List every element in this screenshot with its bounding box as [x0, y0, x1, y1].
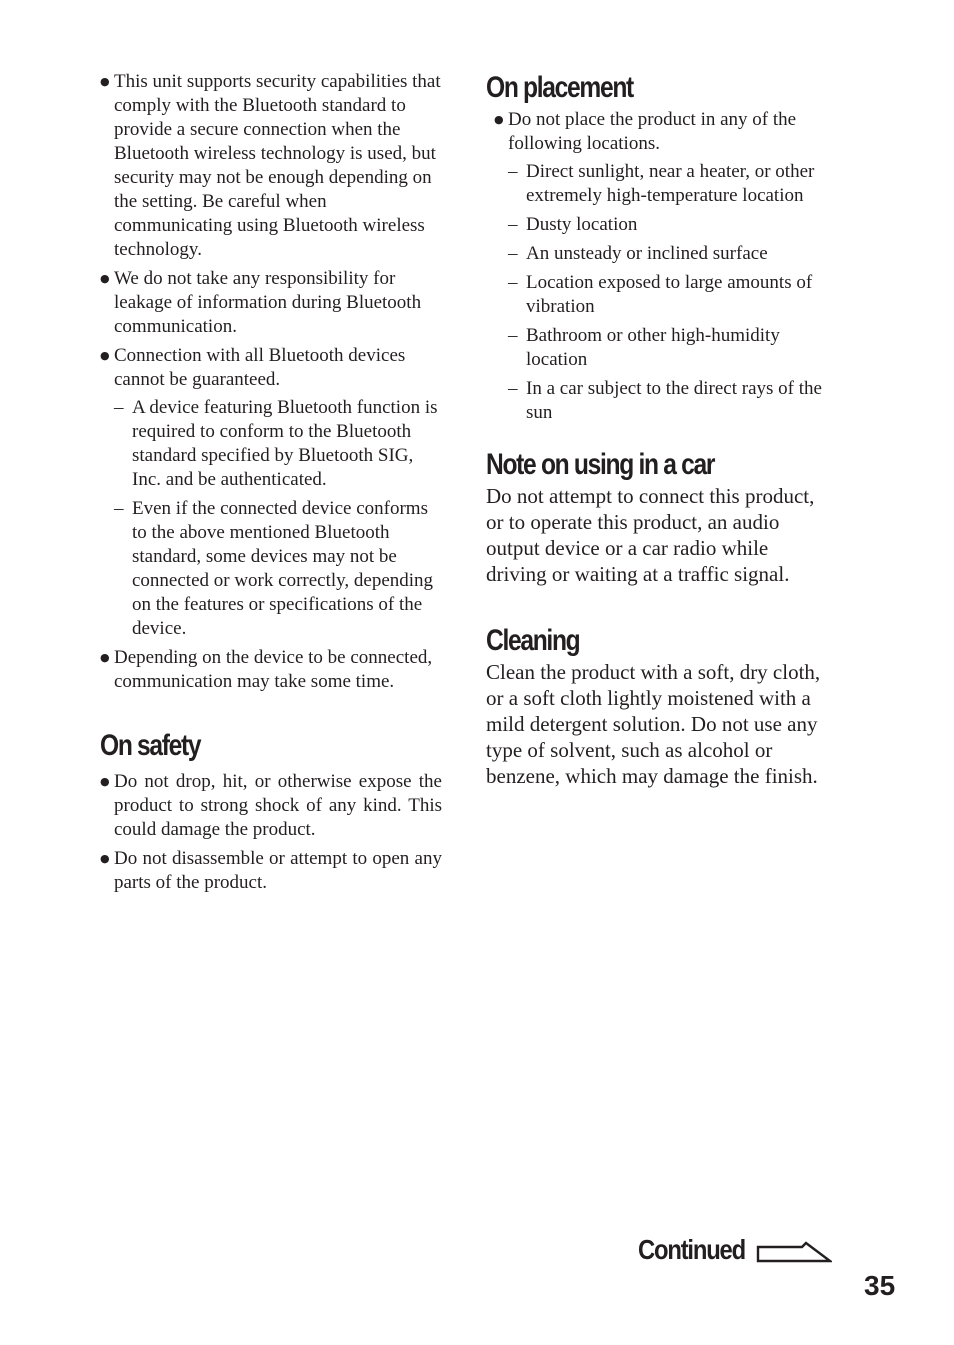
right-column [486, 70, 834, 789]
bullet-text: This unit supports security capabilities that comply with the Bluetooth standard to provide a secure connection when the Bluetooth wireless technology is used, but security may not be enough depending on the setting. Be careful when communicating using Bluetooth wireless technology. [114, 71, 441, 260]
section-title-on-safety: On safety [100, 729, 201, 762]
bullet-text: We do not take any responsibility for leakage of information during Bluetooth communication. [114, 268, 422, 337]
list-item [100, 770, 442, 842]
continued-label: Continued [638, 1234, 745, 1265]
continued-indicator [638, 1232, 832, 1268]
placement-bullet-list [494, 108, 834, 425]
list-item [494, 108, 834, 425]
bullet-text: Do not disassemble or attempt to open any parts of the product. [114, 848, 442, 893]
sub-list-item [508, 271, 834, 319]
list-item [100, 267, 442, 339]
sub-item-text: Location exposed to large amounts of vibration [526, 272, 813, 317]
list-item [100, 344, 442, 641]
safety-bullet-list [100, 770, 442, 895]
section-title-note-on-using-in-a-car: Note on using in a car [486, 448, 715, 481]
list-item [100, 847, 442, 895]
sub-list-item [508, 242, 834, 266]
sub-list-item [114, 497, 442, 641]
sub-list-item [508, 160, 834, 208]
left-column [100, 70, 442, 900]
list-item [100, 70, 442, 262]
sub-item-text: Bathroom or other high-humidity location [526, 325, 780, 370]
sub-list-item [114, 396, 442, 492]
continued-arrow-icon [756, 1235, 832, 1265]
bullet-text: Depending on the device to be connected, communication may take some time. [114, 647, 433, 692]
sub-list-item [508, 324, 834, 372]
sub-item-text: Direct sunlight, near a heater, or other extremely high-temperature location [526, 161, 815, 206]
sub-list-item [508, 377, 834, 425]
sub-item-text: Dusty location [526, 214, 638, 235]
bullet-text: Connection with all Bluetooth devices cannot be guaranteed. [114, 345, 406, 390]
section-title-cleaning: Cleaning [486, 624, 580, 657]
bluetooth-bullet-list [100, 70, 442, 694]
sub-item-text: In a car subject to the direct rays of the sun [526, 378, 822, 423]
list-item [100, 646, 442, 694]
sub-item-text: A device featuring Bluetooth function is required to conform to the Bluetooth standard specified by Bluetooth SIG, Inc. and be authenticated. [132, 397, 438, 490]
sub-list [114, 396, 442, 641]
sub-list [508, 160, 834, 425]
sub-item-text: An unsteady or inclined surface [526, 243, 768, 264]
section-title-on-placement: On placement [486, 71, 633, 104]
car-note-paragraph: Do not attempt to connect this product, or to operate this product, an audio output device or a car radio while driving or waiting at a traffic signal. [486, 484, 815, 586]
bullet-text: Do not drop, hit, or otherwise expose the product to strong shock of any kind. This could damage the product. [114, 771, 442, 840]
page-number: 35 [864, 1270, 896, 1301]
bullet-text: Do not place the product in any of the following locations. [508, 109, 797, 154]
sub-item-text: Even if the connected device conforms to the above mentioned Bluetooth standard, some devices may not be connected or work correctly, depending on the features or specifications of the device. [132, 498, 434, 639]
sub-list-item [508, 213, 834, 237]
cleaning-paragraph: Clean the product with a soft, dry cloth, or a soft cloth lightly moistened with a mild detergent solution. Do not use any type of solvent, such as alcohol or benzene, which may damage the finish. [486, 660, 821, 788]
